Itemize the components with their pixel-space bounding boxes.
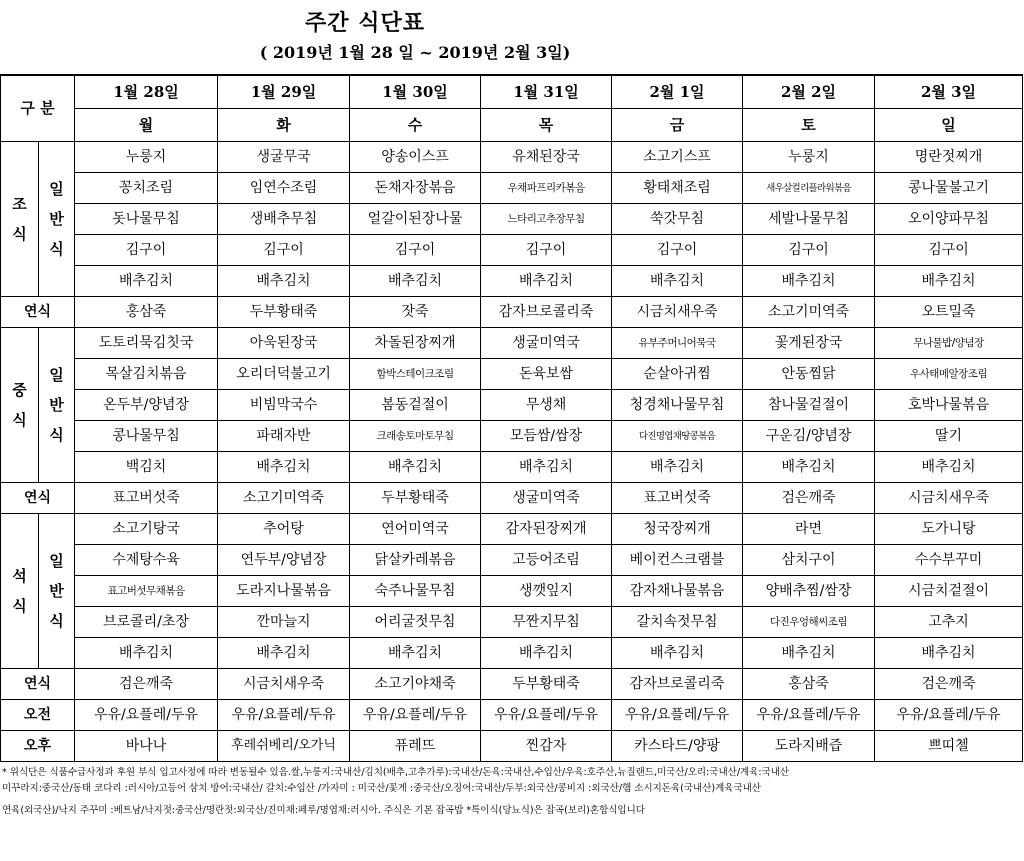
snack-am-item: 우유/요플레/두유: [612, 700, 743, 731]
dinner-menu-item: 표고버섯무채볶음: [75, 576, 218, 607]
dinner-menu-item: 배추김치: [875, 638, 1023, 669]
breakfast-menu-item: 김구이: [875, 235, 1023, 266]
breakfast-menu-item: 누룽지: [75, 142, 218, 173]
note-line: 연육(외국산)/낙지 주꾸미 :베트남/낙지젓:중국산/명란젓:외국산/진미채:페루/명엽채:러시아. 주식은 기본 잡곡밥 *특이식(당뇨식)은 잡곡(보리)혼합식입니다: [2, 805, 645, 816]
breakfast-menu-item: 김구이: [481, 235, 612, 266]
dinner-menu-item: 고추지: [875, 607, 1023, 638]
dinner-menu-item: 어리굴젓무침: [350, 607, 481, 638]
lunch-soft-label: 연식: [1, 483, 75, 514]
date-header: 1월 31일: [481, 75, 612, 109]
breakfast-general-label: 일 반 식: [39, 142, 75, 297]
dinner-menu-item: 브로콜리/초장: [75, 607, 218, 638]
breakfast-menu-item: 새우살컬리플라워볶음: [743, 173, 875, 204]
snack-pm-item: 찐감자: [481, 731, 612, 762]
lunch-soft-item: 두부황태죽: [350, 483, 481, 514]
snack-pm-item: 바나나: [75, 731, 218, 762]
dinner-menu-item: 무짠지무침: [481, 607, 612, 638]
dinner-menu-item: 베이컨스크램블: [612, 545, 743, 576]
dinner-menu-item: 배추김치: [612, 638, 743, 669]
dinner-menu-item: 수제탕수육: [75, 545, 218, 576]
day-header: 화: [218, 109, 350, 142]
breakfast-menu-item: 생굴무국: [218, 142, 350, 173]
breakfast-menu-item: 김구이: [350, 235, 481, 266]
dinner-soft-item: 검은깨죽: [75, 669, 218, 700]
breakfast-soft-item: 시금치새우죽: [612, 297, 743, 328]
dinner-menu-item: 도라지나물볶음: [218, 576, 350, 607]
dinner-menu-item: 양배추찜/쌈장: [743, 576, 875, 607]
lunch-soft-item: 시금치새우죽: [875, 483, 1023, 514]
lunch-soft-item: 소고기미역죽: [218, 483, 350, 514]
dinner-menu-item: 숙주나물무침: [350, 576, 481, 607]
dinner-menu-item: 추어탕: [218, 514, 350, 545]
lunch-menu-item: 콩나물무침: [75, 421, 218, 452]
lunch-menu-item: 돈육보쌈: [481, 359, 612, 390]
day-header: 일: [875, 109, 1023, 142]
dinner-menu-item: 다진우엉해씨조림: [743, 607, 875, 638]
lunch-label: 중 식: [1, 328, 39, 483]
date-header: 1월 29일: [218, 75, 350, 109]
lunch-menu-item: 목살김치볶음: [75, 359, 218, 390]
lunch-menu-item: 모듬쌈/쌈장: [481, 421, 612, 452]
day-header: 월: [75, 109, 218, 142]
lunch-menu-item: 오리더덕불고기: [218, 359, 350, 390]
lunch-menu-item: 아욱된장국: [218, 328, 350, 359]
dinner-soft-label: 연식: [1, 669, 75, 700]
breakfast-menu-item: 배추김치: [218, 266, 350, 297]
snack-am-item: 우유/요플레/두유: [75, 700, 218, 731]
date-header: 2월 1일: [612, 75, 743, 109]
snack-am-item: 우유/요플레/두유: [743, 700, 875, 731]
dinner-menu-item: 감자된장찌개: [481, 514, 612, 545]
breakfast-menu-item: 양송이스프: [350, 142, 481, 173]
lunch-menu-item: 배추김치: [875, 452, 1023, 483]
dinner-menu-item: 닭살카레볶음: [350, 545, 481, 576]
breakfast-soft-item: 잣죽: [350, 297, 481, 328]
lunch-menu-item: 크래송토마토무침: [350, 421, 481, 452]
dinner-soft-item: 감자브로콜리죽: [612, 669, 743, 700]
breakfast-menu-item: 오이양파무침: [875, 204, 1023, 235]
breakfast-menu-item: 콩나물불고기: [875, 173, 1023, 204]
breakfast-soft-item: 홍삼죽: [75, 297, 218, 328]
dinner-menu-item: 청국장찌개: [612, 514, 743, 545]
breakfast-menu-item: 세발나물무침: [743, 204, 875, 235]
day-header: 목: [481, 109, 612, 142]
lunch-menu-item: 함박스테이크조림: [350, 359, 481, 390]
lunch-menu-item: 백김치: [75, 452, 218, 483]
date-range: ( 2019년 1월 28 일 ~ 2019년 2월 3일): [259, 43, 571, 62]
lunch-menu-item: 호박나물볶음: [875, 390, 1023, 421]
dinner-menu-item: 수수부꾸미: [875, 545, 1023, 576]
lunch-menu-item: 봄동겉절이: [350, 390, 481, 421]
lunch-menu-item: 청경채나물무침: [612, 390, 743, 421]
dinner-menu-item: 배추김치: [75, 638, 218, 669]
breakfast-menu-item: 돗나물무침: [75, 204, 218, 235]
header-label: 구 분: [1, 75, 75, 142]
date-header: 1월 28일: [75, 75, 218, 109]
snack-am-item: 우유/요플레/두유: [350, 700, 481, 731]
breakfast-menu-item: 누룽지: [743, 142, 875, 173]
dinner-menu-item: 연어미역국: [350, 514, 481, 545]
breakfast-menu-item: 명란젓찌개: [875, 142, 1023, 173]
breakfast-label: 조 식: [1, 142, 39, 297]
note-line: 미꾸라지:중국산/동태 코다리 :러시아/고등어 삼치 방어:국내산/ 갈치:수입산 /가자미 : 미국산/꽃게 :중국산/오징어:국내산/두부:외국산/콩비지 :외국산/햄 소시지돈육(국내산)계육국내산: [2, 783, 761, 794]
dinner-menu-item: 배추김치: [218, 638, 350, 669]
dinner-menu-item: 도가니탕: [875, 514, 1023, 545]
lunch-menu-item: 다진명엽채땅콩볶음: [612, 421, 743, 452]
dinner-menu-item: 배추김치: [743, 638, 875, 669]
dinner-menu-item: 삼치구이: [743, 545, 875, 576]
lunch-menu-item: 참나물겉절이: [743, 390, 875, 421]
day-header: 금: [612, 109, 743, 142]
breakfast-menu-item: 김구이: [75, 235, 218, 266]
lunch-menu-item: 배추김치: [218, 452, 350, 483]
snack-pm-item: 후레쉬베리/오가닉: [218, 731, 350, 762]
dinner-menu-item: 배추김치: [350, 638, 481, 669]
snack-pm-item: 도라지배즙: [743, 731, 875, 762]
breakfast-menu-item: 김구이: [612, 235, 743, 266]
lunch-menu-item: 배추김치: [612, 452, 743, 483]
page-title: 주간 식단표: [305, 11, 425, 36]
breakfast-menu-item: 돈채자장볶음: [350, 173, 481, 204]
breakfast-menu-item: 임연수조림: [218, 173, 350, 204]
lunch-menu-item: 차돌된장찌개: [350, 328, 481, 359]
lunch-menu-item: 딸기: [875, 421, 1023, 452]
snack-am-item: 우유/요플레/두유: [218, 700, 350, 731]
lunch-menu-item: 도토리묵김칫국: [75, 328, 218, 359]
lunch-soft-item: 검은깨죽: [743, 483, 875, 514]
lunch-menu-item: 생굴미역국: [481, 328, 612, 359]
lunch-soft-item: 생굴미역죽: [481, 483, 612, 514]
snack-pm-item: 카스타드/양팡: [612, 731, 743, 762]
snack-am-label: 오전: [1, 700, 75, 731]
dinner-menu-item: 시금치겉절이: [875, 576, 1023, 607]
lunch-menu-item: 우사태메알장조림: [875, 359, 1023, 390]
notes: [2, 766, 1022, 826]
dinner-soft-item: 검은깨죽: [875, 669, 1023, 700]
snack-am-item: 우유/요플레/두유: [481, 700, 612, 731]
dinner-menu-item: 소고기탕국: [75, 514, 218, 545]
lunch-menu-item: 무생채: [481, 390, 612, 421]
lunch-soft-item: 표고버섯죽: [75, 483, 218, 514]
dinner-label: 석 식: [1, 514, 39, 669]
breakfast-menu-item: 배추김치: [875, 266, 1023, 297]
dinner-soft-item: 시금치새우죽: [218, 669, 350, 700]
breakfast-menu-item: 쑥갓무침: [612, 204, 743, 235]
breakfast-soft-item: 소고기미역죽: [743, 297, 875, 328]
breakfast-menu-item: 얼갈이된장나물: [350, 204, 481, 235]
lunch-menu-item: 배추김치: [481, 452, 612, 483]
breakfast-menu-item: 배추김치: [743, 266, 875, 297]
breakfast-menu-item: 느타리고추장무침: [481, 204, 612, 235]
snack-am-item: 우유/요플레/두유: [875, 700, 1023, 731]
breakfast-menu-item: 생배추무침: [218, 204, 350, 235]
dinner-menu-item: 연두부/양념장: [218, 545, 350, 576]
breakfast-menu-item: 우채파프리카볶음: [481, 173, 612, 204]
breakfast-menu-item: 황태채조림: [612, 173, 743, 204]
lunch-menu-item: 배추김치: [743, 452, 875, 483]
lunch-menu-item: 배추김치: [350, 452, 481, 483]
lunch-menu-item: 순살아귀찜: [612, 359, 743, 390]
dinner-menu-item: 깐마늘지: [218, 607, 350, 638]
breakfast-soft-item: 감자브로콜리죽: [481, 297, 612, 328]
breakfast-menu-item: 김구이: [743, 235, 875, 266]
dinner-menu-item: 라면: [743, 514, 875, 545]
breakfast-soft-label: 연식: [1, 297, 75, 328]
note-line: * 위식단은 식품수급사정과 후원 부식 입고사정에 따라 변동될수 있음.쌀,누룽지:국내산/김치(배추,고추가루):국내산/돈육:국내산,수입산/우육:호주산,뉴질랜드,미국산/오리:국내산/계육:국내산: [2, 767, 790, 778]
snack-pm-label: 오후: [1, 731, 75, 762]
snack-pm-item: 쁘띠첼: [875, 731, 1023, 762]
breakfast-soft-item: 오트밀죽: [875, 297, 1023, 328]
breakfast-menu-item: 김구이: [218, 235, 350, 266]
menu-table: [0, 74, 1023, 762]
lunch-general-label: 일 반 식: [39, 328, 75, 483]
dinner-soft-item: 두부황태죽: [481, 669, 612, 700]
dinner-menu-item: 고등어조림: [481, 545, 612, 576]
breakfast-menu-item: 배추김치: [481, 266, 612, 297]
day-header: 수: [350, 109, 481, 142]
breakfast-menu-item: 배추김치: [612, 266, 743, 297]
lunch-menu-item: 꽃게된장국: [743, 328, 875, 359]
lunch-menu-item: 안동찜닭: [743, 359, 875, 390]
dinner-menu-item: 배추김치: [481, 638, 612, 669]
breakfast-menu-item: 꽁치조림: [75, 173, 218, 204]
dinner-menu-item: 감자채나물볶음: [612, 576, 743, 607]
breakfast-menu-item: 소고기스프: [612, 142, 743, 173]
dinner-menu-item: 갈치속젓무침: [612, 607, 743, 638]
breakfast-soft-item: 두부황태죽: [218, 297, 350, 328]
dinner-general-label: 일 반 식: [39, 514, 75, 669]
dinner-soft-item: 소고기야채죽: [350, 669, 481, 700]
lunch-menu-item: 구운김/양념장: [743, 421, 875, 452]
lunch-menu-item: 파래자반: [218, 421, 350, 452]
date-header: 1월 30일: [350, 75, 481, 109]
lunch-soft-item: 표고버섯죽: [612, 483, 743, 514]
date-header: 2월 3일: [875, 75, 1023, 109]
dinner-menu-item: 생깻잎지: [481, 576, 612, 607]
breakfast-menu-item: 배추김치: [350, 266, 481, 297]
snack-pm-item: 퓨레뜨: [350, 731, 481, 762]
lunch-menu-item: 무나물밥/양념장: [875, 328, 1023, 359]
lunch-menu-item: 온두부/양념장: [75, 390, 218, 421]
day-header: 토: [743, 109, 875, 142]
lunch-menu-item: 비빔막국수: [218, 390, 350, 421]
dinner-soft-item: 홍삼죽: [743, 669, 875, 700]
date-header: 2월 2일: [743, 75, 875, 109]
lunch-menu-item: 유부주머니어묵국: [612, 328, 743, 359]
breakfast-menu-item: 유채된장국: [481, 142, 612, 173]
breakfast-menu-item: 배추김치: [75, 266, 218, 297]
